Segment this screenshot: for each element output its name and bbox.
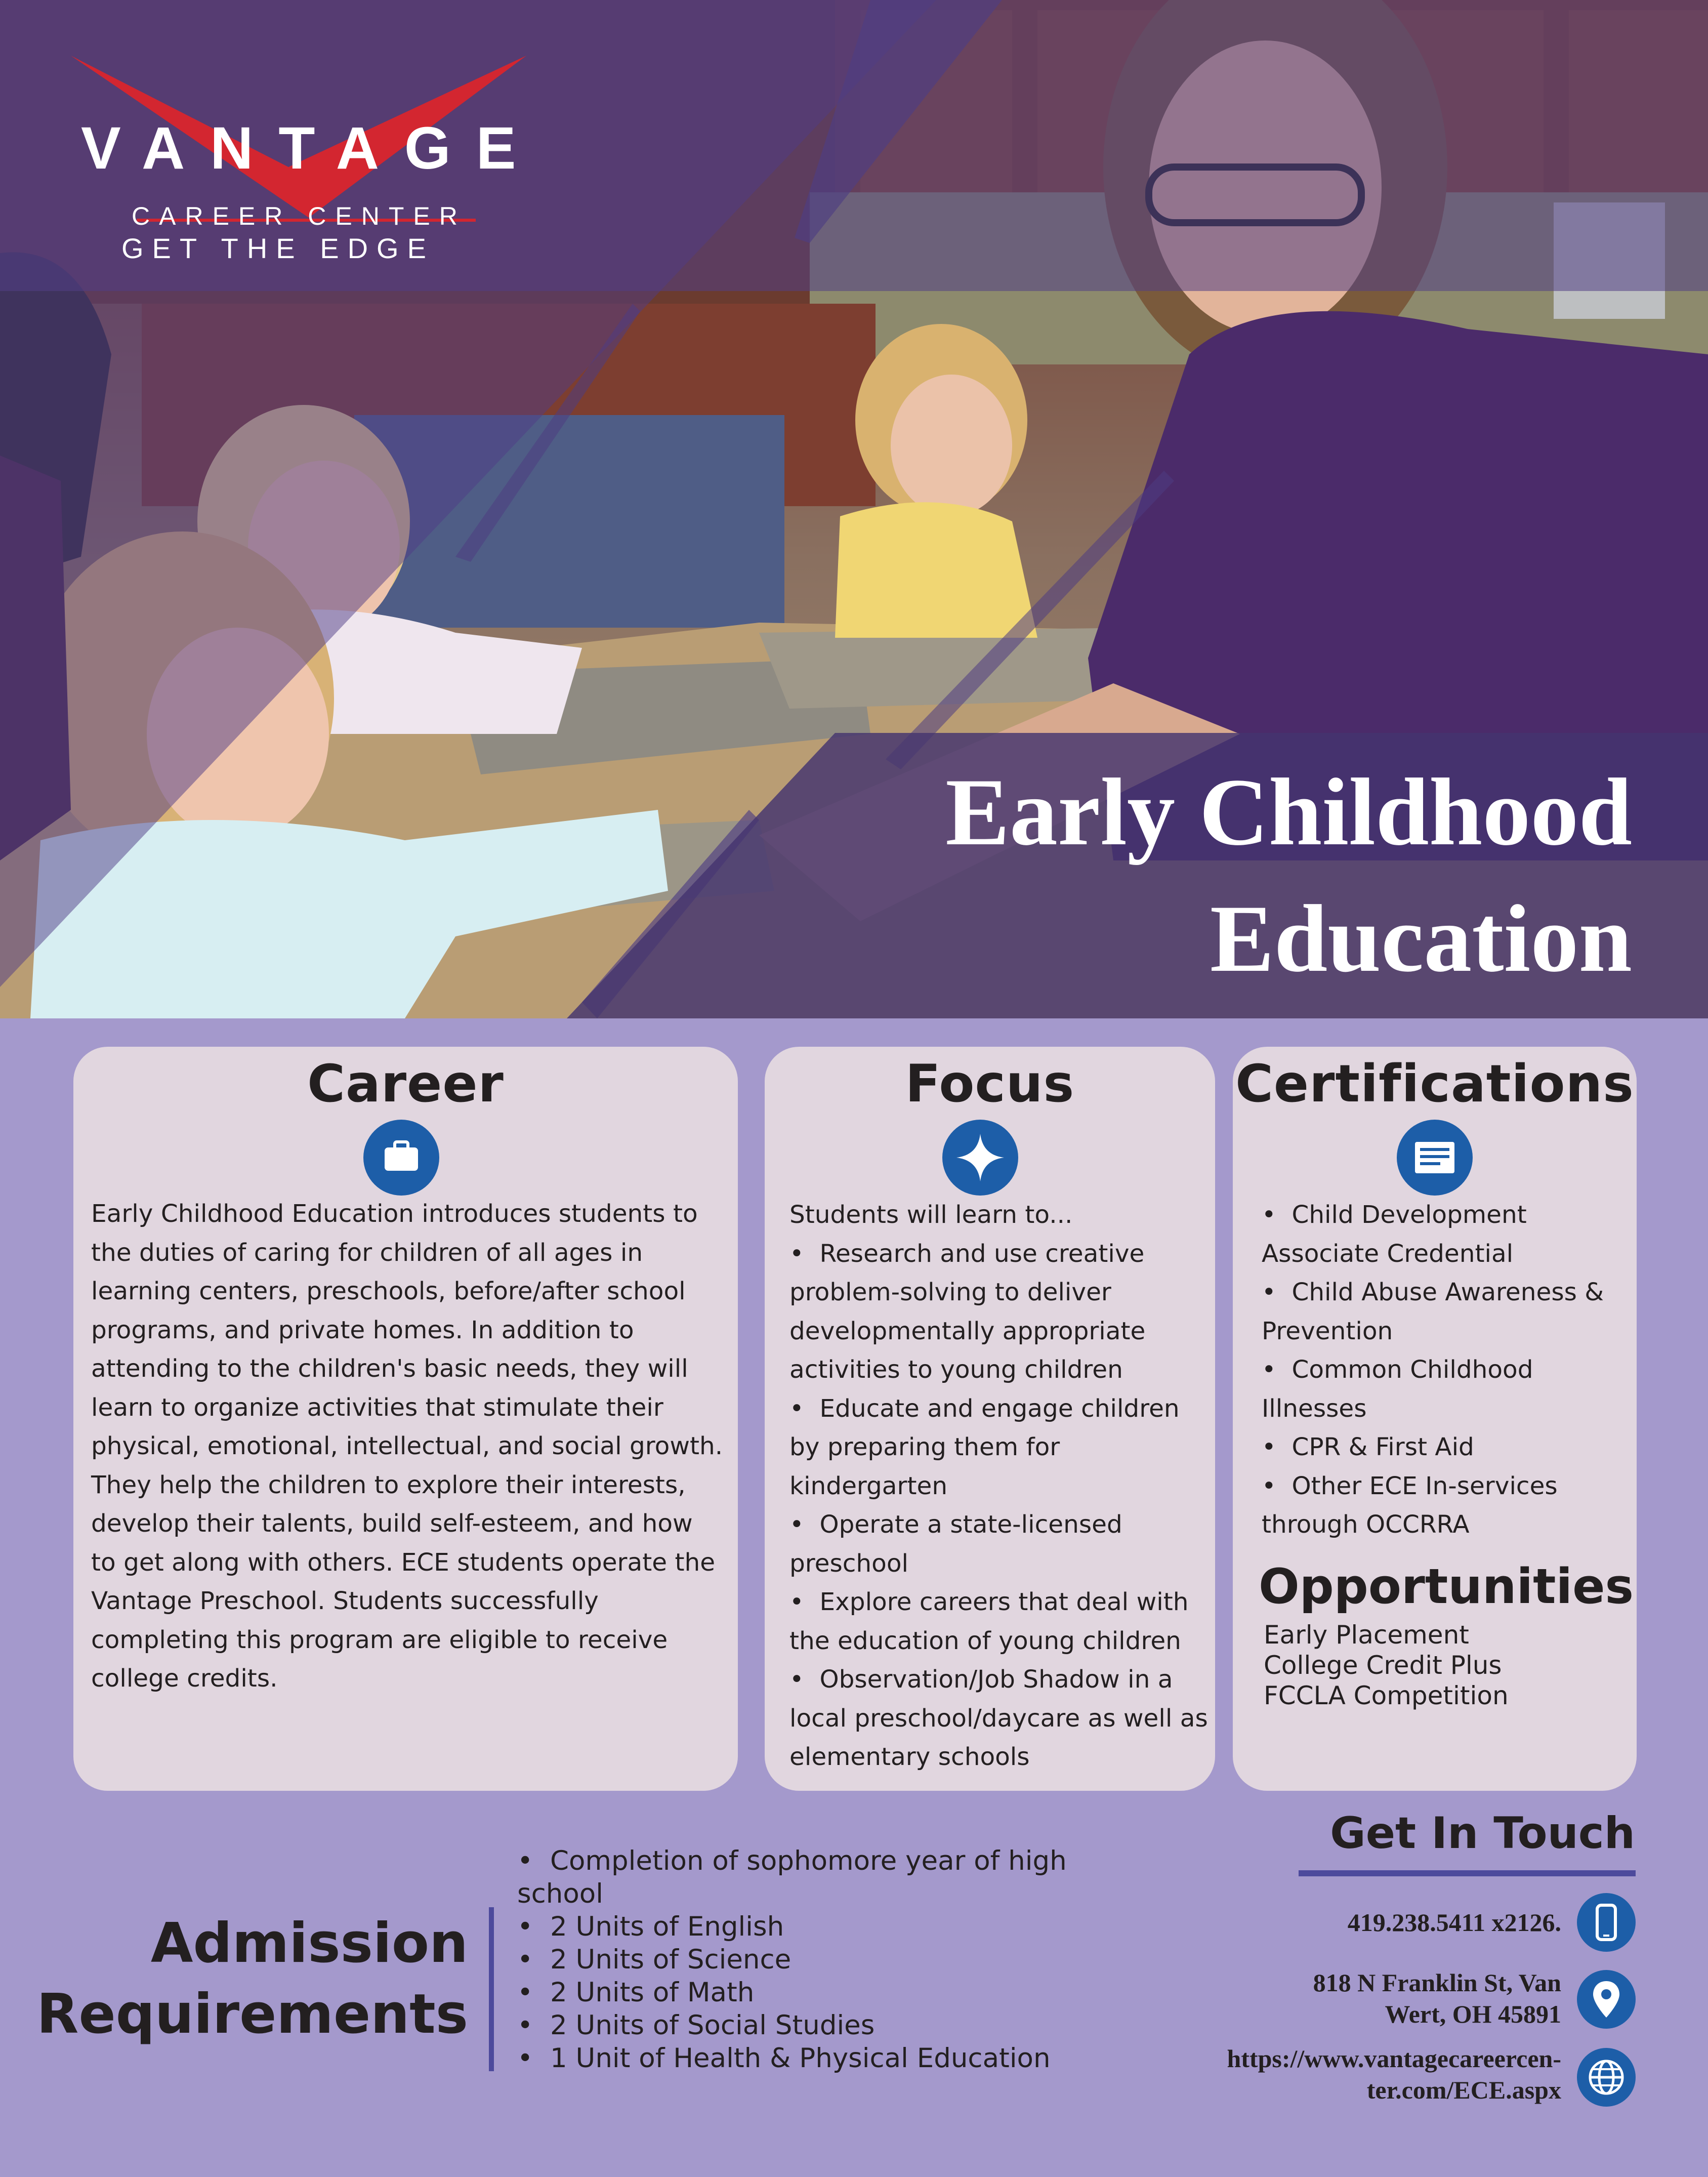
title-line-2: Education [1210,886,1632,992]
focus-heading: Focus [905,1054,1075,1114]
admission-item: • Completion of sophomore year of high school [517,1845,1067,1909]
focus-item: • Observation/Job Shadow in a local preschool/daycare as well as elementary schools [789,1665,1208,1771]
page-title [721,749,1632,1002]
cert-item: • Other ECE In-services through OCCRRA [1262,1471,1558,1539]
focus-text-block [789,1196,1210,1777]
certifications-text-block [1262,1196,1626,1544]
title-line-1: Early Childhood [945,759,1632,866]
cert-item: • Child Development Associate Credential [1262,1201,1527,1268]
globe-icon[interactable] [1577,2048,1636,2107]
certificate-icon [1397,1120,1473,1196]
opportunity-item: Early Placement [1264,1620,1469,1650]
admission-heading-line-1: Admission [150,1912,468,1975]
url-line-2[interactable]: ter.com/ECE.aspx [1366,2076,1561,2104]
admission-item: • 2 Units of English [517,1911,784,1942]
admission-heading-line-2: Requirements [36,1983,468,2046]
logo-wordmark: VANTAGE [81,115,541,182]
admission-item: • 1 Unit of Health & Physical Education [517,2043,1051,2074]
get-in-touch-rule [1299,1870,1636,1876]
phone-icon[interactable] [1577,1893,1636,1952]
sparkle-icon [942,1120,1018,1196]
opportunities-heading: Opportunities [1259,1559,1634,1615]
admission-list [517,1844,1094,2075]
address-line-1: 818 N Franklin St, Van [1313,1968,1561,1997]
get-in-touch-heading: Get In Touch [1330,1808,1635,1859]
cert-item: • CPR & First Aid [1262,1433,1474,1461]
logo-tagline: GET THE EDGE [121,232,435,264]
focus-item: • Operate a state-licensed preschool [789,1510,1122,1578]
career-text-block [91,1195,724,1698]
hero-banner [0,0,1708,1018]
location-pin-icon[interactable] [1577,1970,1636,2029]
cert-item: • Common Childhood Illnesses [1262,1356,1533,1423]
career-paragraph: Early Childhood Education introduces students to the duties of caring for children of all ages in learning centers, preschools, before/after school programs, and private homes. In addition to attending to the children's basic needs, they will learn to organize activities that stimulate their physical, emotional, intellectual, and social growth. They help the children to explore their interests, develop their talents, build self-esteem, and how to get along with others. ECE students operate the Vantage Preschool. Students successfully completing this program are eligible to receive college credits. [91,1200,723,1693]
website-link[interactable] [1227,2043,1561,2106]
logo-subtitle: CAREER CENTER [132,202,467,230]
opportunity-item: College Credit Plus [1264,1651,1502,1680]
admission-heading [36,1908,468,2050]
focus-item: • Explore careers that deal with the education of young children [789,1588,1189,1655]
certifications-heading: Certifications [1235,1054,1634,1114]
phone-number[interactable]: 419.238.5411 x2126. [1347,1908,1561,1937]
career-heading: Career [307,1054,504,1114]
opportunities-list [1264,1620,1509,1711]
admission-item: • 2 Units of Science [517,1944,791,1975]
focus-item: • Educate and engage children by preparing them for kindergarten [789,1394,1180,1500]
opportunity-item: FCCLA Competition [1264,1681,1509,1710]
vantage-logo [71,51,541,273]
briefcase-icon [363,1120,439,1196]
address [1313,1967,1561,2030]
cert-item: • Child Abuse Awareness & Prevention [1262,1278,1604,1345]
focus-item: • Research and use creative problem-solving to deliver developmentally appropriate activities to young children [789,1239,1146,1384]
focus-intro: Students will learn to... [789,1201,1073,1229]
url-line-1[interactable]: https://www.vantagecareercen- [1227,2044,1561,2073]
address-line-2: Wert, OH 45891 [1385,2000,1561,2028]
admission-divider [489,1907,494,2071]
admission-item: • 2 Units of Social Studies [517,2010,875,2041]
admission-item: • 2 Units of Math [517,1977,755,2008]
